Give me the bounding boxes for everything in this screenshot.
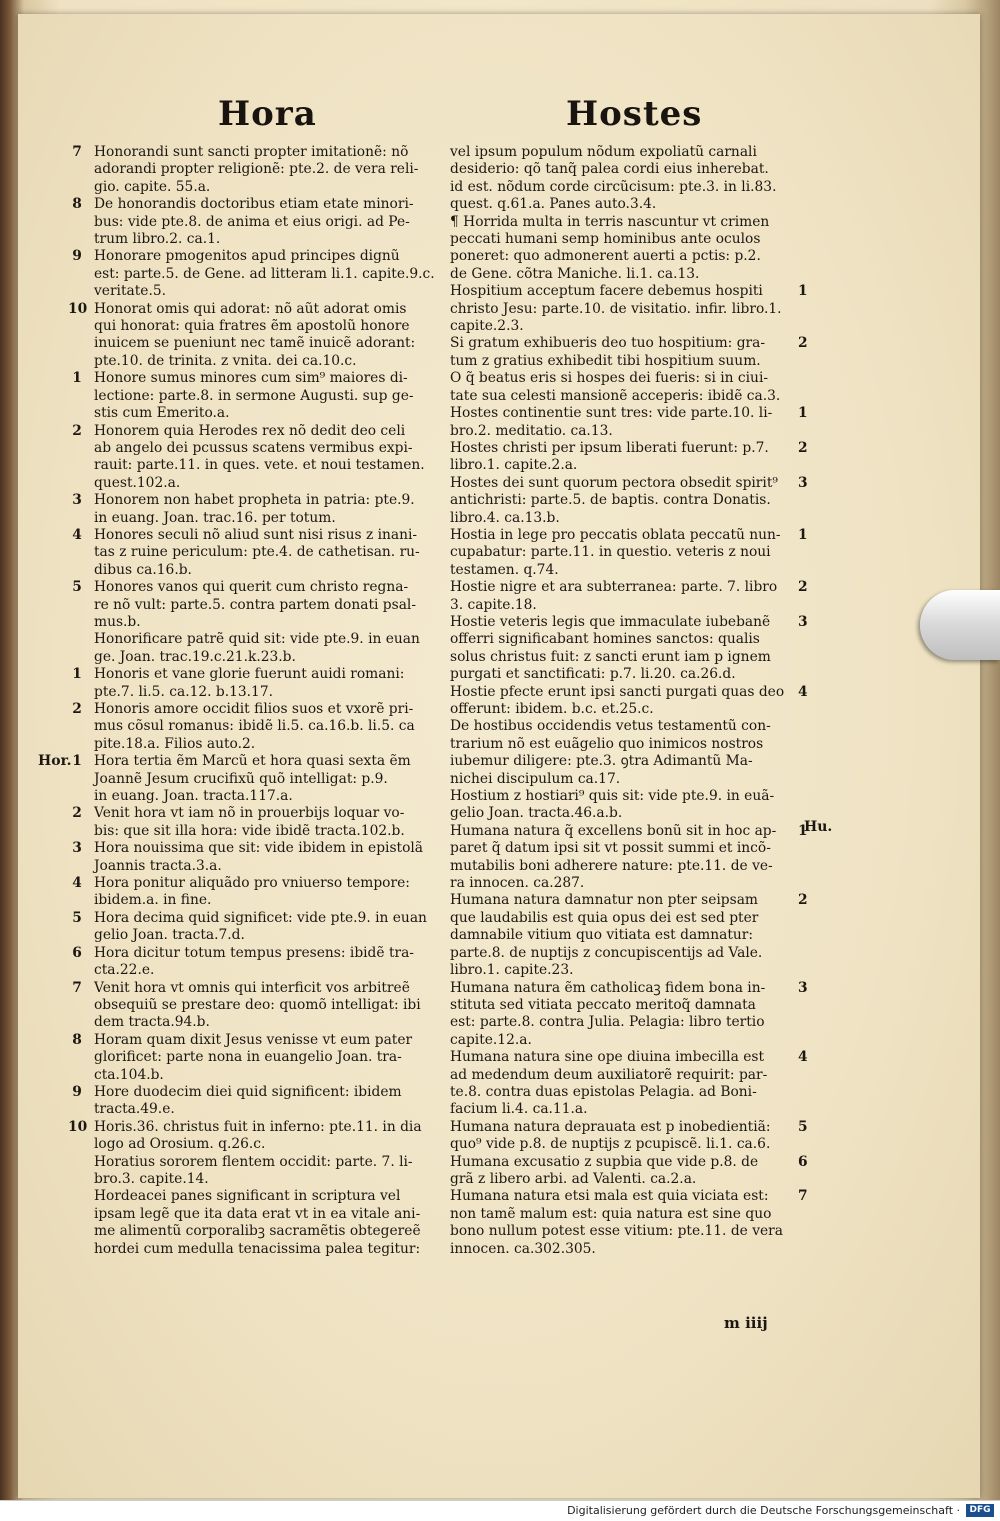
entry-number: 10 <box>68 300 88 317</box>
entry-line: capite.12.a. <box>450 1031 532 1048</box>
entry-line: que laudabilis est quia opus dei est sed pter <box>450 909 759 926</box>
entry-text <box>94 631 448 666</box>
index-entry <box>38 910 448 945</box>
entry-line: Honorat omis qui adorat: nõ aũt adorat omis <box>94 300 407 317</box>
entry-number: 9 <box>72 1083 82 1100</box>
entry-number: 1 <box>72 666 82 683</box>
index-entry <box>38 1119 448 1154</box>
entry-line: ad medendum deum auxiliatorẽ requirit: par- <box>450 1066 768 1083</box>
entry-number: 1 <box>798 526 808 543</box>
entry-line: Joannis tracta.3.a. <box>94 857 222 874</box>
index-entry <box>446 1188 826 1258</box>
entry-line: ge. Joan. trac.19.c.21.k.23.b. <box>94 648 296 665</box>
entry-line: iubemur diligere: pte.3. ꝯtra Adimantũ Ma- <box>450 753 753 770</box>
entry-line: est: parte.8. contra Julia. Pelagia: libro tertio <box>450 1014 765 1031</box>
index-entry <box>446 144 826 214</box>
index-entry <box>38 423 448 493</box>
entry-line: Honorem non habet propheta in patria: pte.9. <box>94 492 415 509</box>
entry-text <box>94 980 448 1032</box>
index-entry <box>38 840 448 875</box>
entry-line: bro.2. meditatio. ca.13. <box>450 422 613 439</box>
entry-line: Hora decima quid significet: vide pte.9. in euan <box>94 909 427 926</box>
entry-text <box>94 1154 448 1189</box>
entry-number: 2 <box>72 701 82 717</box>
entry-text <box>450 823 826 893</box>
entry-line: offerri significabant homines sanctos: qualis <box>450 631 760 648</box>
index-entry <box>446 788 826 823</box>
entry-line: tas z ruine periculum: pte.4. de cathetisan. ru- <box>94 544 420 561</box>
entry-line: 3. capite.18. <box>450 596 537 613</box>
entry-text <box>94 579 448 631</box>
entry-line: veritate.5. <box>94 283 166 300</box>
entry-line: Hostium z hostiari⁹ quis sit: vide pte.9. in euã- <box>450 788 775 805</box>
entry-line: quest.102.a. <box>94 474 181 491</box>
index-entry <box>38 1188 448 1258</box>
index-entry <box>446 1154 826 1189</box>
entry-line: Hora dicitur totum tempus presens: ibidẽ tra- <box>94 944 414 961</box>
index-entry <box>38 370 448 422</box>
entry-line: in euang. Joan. trac.16. per totum. <box>94 509 336 526</box>
entry-number: 1 <box>798 405 808 422</box>
entry-line: lectione: parte.8. in sermone Augusti. sup ge- <box>94 387 414 404</box>
entry-line: rauit: parte.11. in ques. vete. et noui testamen. <box>94 457 425 474</box>
entry-line: paret q̃ datum ipsi sit vt possit summi et incõ- <box>450 840 771 857</box>
entry-text <box>450 440 826 475</box>
entry-line: Si gratum exhibueris deo tuo hospitium: gra- <box>450 335 766 352</box>
entry-line: bono nullum potest esse vitium: pte.11. de vera <box>450 1223 783 1240</box>
entry-line: Hora tertia ẽm Marcũ et hora quasi sexta ẽm <box>94 753 411 770</box>
entry-line: trum libro.2. ca.1. <box>94 231 221 248</box>
entry-text <box>450 1188 826 1258</box>
index-entry <box>38 579 448 631</box>
entry-line: me alimentũ corporalibꝫ sacramẽtis obtegereẽ <box>94 1223 421 1240</box>
entry-line: obsequiũ se prestare deo: quomõ intelligat: ibi <box>94 996 421 1013</box>
entry-line: Humana natura etsi mala est quia viciata est: <box>450 1188 769 1205</box>
entry-line: in euang. Joan. tracta.117.a. <box>94 788 293 805</box>
entry-number: 4 <box>798 1049 808 1066</box>
entry-line: desiderio: qõ tanq̃ palea cordi eius inherebat. <box>450 161 769 178</box>
entry-line: libro.4. ca.13.b. <box>450 509 560 526</box>
entry-line: O q̃ beatus eris si hospes dei fueris: si in ciui- <box>450 370 769 387</box>
entry-line: glorificet: parte nona in euangelio Joan. tra- <box>94 1049 402 1066</box>
entry-line: solus christus fuit: z sancti erunt iam p ignem <box>450 648 771 665</box>
entry-text <box>94 805 448 840</box>
entry-number: 7 <box>72 144 82 160</box>
entry-line: Horis.36. christus fuit in inferno: pte.11. in dia <box>94 1118 422 1135</box>
entry-line: Honoris amore occidit filios suos et vxorẽ pri- <box>94 701 414 717</box>
entry-line: innocen. ca.302.305. <box>450 1240 596 1257</box>
entry-text <box>94 753 448 805</box>
entry-line: tate sua celesti mansionẽ acceperis: ibidẽ ca.3. <box>450 387 781 404</box>
index-entry <box>446 1049 826 1119</box>
index-entry <box>446 684 826 719</box>
index-entry <box>38 805 448 840</box>
footer-bar <box>0 1500 1000 1521</box>
entry-text <box>94 945 448 980</box>
index-entry <box>38 875 448 910</box>
entry-line: tracta.49.e. <box>94 1101 175 1118</box>
entry-number: 2 <box>72 422 82 439</box>
entry-line: dibus ca.16.b. <box>94 561 192 578</box>
entry-line: bus: vide pte.8. de anima et eius origi. ad Pe- <box>94 213 410 230</box>
entry-number: 5 <box>72 909 82 926</box>
entry-line: Hora ponitur aliquãdo pro vniuerso tempore: <box>94 875 410 892</box>
entry-text <box>450 1119 826 1154</box>
entry-line: Hostia in lege pro peccatis oblata peccatũ nun- <box>450 526 781 543</box>
index-entry <box>446 440 826 475</box>
entry-line: inuicem se pueniunt nec tamẽ inuicẽ adorant: <box>94 335 416 352</box>
entry-number: 2 <box>798 892 808 909</box>
entry-text <box>450 475 826 527</box>
entry-number: 3 <box>798 979 808 996</box>
entry-line: Hore duodecim diei quid significent: ibidem <box>94 1083 402 1100</box>
entry-line: ab angelo dei pcussus scatens vermibus expi- <box>94 439 413 456</box>
entry-text <box>94 910 448 945</box>
entry-text <box>450 405 826 440</box>
section-marker: Hu. <box>804 818 833 835</box>
entry-line: gelio Joan. tracta.7.d. <box>94 927 245 944</box>
entry-text <box>450 283 826 335</box>
dfg-logo: DFG <box>966 1504 994 1517</box>
left-column <box>38 144 448 1258</box>
entry-line: Hostes dei sunt quorum pectora obsedit spirit⁹ <box>450 474 778 491</box>
entry-text <box>94 1032 448 1084</box>
entry-line: antichristi: parte.5. de baptis. contra Donatis. <box>450 492 771 509</box>
entry-line: libro.1. capite.23. <box>450 962 574 979</box>
entry-text <box>450 718 826 788</box>
entry-number: 3 <box>72 492 82 509</box>
footer-credit: Digitalisierung gefördert durch die Deutsche Forschungsgemeinschaft · <box>567 1504 960 1517</box>
entry-line: Honorem quia Herodes rex nõ dedit deo celi <box>94 422 406 439</box>
index-entry <box>38 701 448 753</box>
entry-line: ipsam legẽ que ita data erat vt in ea vitale ani- <box>94 1205 421 1222</box>
entry-line: bro.3. capite.14. <box>94 1170 209 1187</box>
entry-number: 3 <box>798 613 808 630</box>
index-entry <box>446 892 826 979</box>
entry-line: Honorare pmogenitos apud principes dignũ <box>94 248 400 265</box>
entry-line: capite.2.3. <box>450 318 524 335</box>
entry-line: Hora nouissima que sit: vide ibidem in epistolã <box>94 840 424 857</box>
index-entry <box>38 666 448 701</box>
entry-line: re nõ vult: parte.5. contra partem donati psal- <box>94 596 416 613</box>
entry-line: testamen. q.74. <box>450 561 559 578</box>
entry-number: 4 <box>798 683 808 700</box>
entry-text <box>94 423 448 493</box>
entry-number: 2 <box>798 439 808 456</box>
entry-number: 1 <box>798 822 808 839</box>
entry-line: Venit hora vt omnis qui interficit vos arbitreẽ <box>94 979 410 996</box>
entry-line: grã z libero arbi. ad Valenti. ca.2.a. <box>450 1170 697 1187</box>
entry-line: Hostes christi per ipsum liberati fuerunt: p.7. <box>450 439 769 456</box>
entry-line: Honore sumus minores cum sim⁹ maiores di- <box>94 370 408 387</box>
entry-text <box>450 980 826 1050</box>
entry-line: est: parte.5. de Gene. ad litteram li.1. capite.9.c. <box>94 265 435 282</box>
entry-text <box>94 301 448 371</box>
entry-number: 9 <box>72 248 82 265</box>
index-entry <box>446 818 833 893</box>
index-entry <box>446 718 826 788</box>
entry-number: 2 <box>798 335 808 352</box>
index-entry <box>446 405 826 440</box>
entry-line: Honores seculi nõ aliud sunt nisi risus z inani- <box>94 526 418 543</box>
index-entry <box>38 492 448 527</box>
entry-number: 1 <box>72 753 82 770</box>
entry-line: mus.b. <box>94 613 141 630</box>
entry-line: peccati humani semp hominibus ante oculos <box>450 231 761 248</box>
entry-line: facium li.4. ca.11.a. <box>450 1101 588 1118</box>
index-entry <box>446 980 826 1050</box>
entry-text <box>450 1049 826 1119</box>
entry-line: parte.8. de nuptijs z concupiscentijs ad Vale. <box>450 944 763 961</box>
entry-line: pte.10. de trinita. z vnita. dei ca.10.c. <box>94 352 357 369</box>
entry-line: Hospitium acceptum facere debemus hospiti <box>450 283 763 300</box>
index-entry <box>446 335 826 405</box>
entry-line: id est. nõdum corde circũcisum: pte.3. in li.83. <box>450 178 777 195</box>
entry-line: Humana natura deprauata est p inobedientiã: <box>450 1118 771 1135</box>
entry-text <box>450 614 826 684</box>
entry-number: 7 <box>72 979 82 996</box>
entry-number: 4 <box>72 875 82 892</box>
entry-line: gio. capite. 55.a. <box>94 178 211 195</box>
entry-line: Honorandi sunt sancti propter imitationẽ: nõ <box>94 144 409 160</box>
entry-line: Humana natura sine ope diuina imbecilla est <box>450 1049 764 1066</box>
entry-text <box>450 144 826 214</box>
entry-line: ibidem.a. in fine. <box>94 892 212 909</box>
entry-line: Hostes continentie sunt tres: vide parte.10. li- <box>450 405 773 422</box>
entry-text <box>94 1119 448 1154</box>
index-entry <box>38 980 448 1032</box>
right-column <box>446 144 833 1258</box>
entry-line: Honores vanos qui querit cum christo regna- <box>94 579 409 596</box>
book-page <box>18 14 980 1498</box>
entry-text <box>94 248 448 300</box>
entry-text <box>450 892 826 979</box>
index-entry <box>38 248 448 300</box>
entry-line: nichei discipulum ca.17. <box>450 770 621 787</box>
entry-line: libro.1. capite.2.a. <box>450 457 578 474</box>
entry-number: 7 <box>798 1188 808 1205</box>
entry-line: tum z gratius exhibedit tibi hospitium suum. <box>450 352 761 369</box>
entry-line: adorandi propter religionẽ: pte.2. de vera reli- <box>94 161 419 178</box>
entry-line: Hostie nigre et ara subterranea: parte. 7. libro <box>450 579 778 596</box>
entry-number: 4 <box>72 526 82 543</box>
book-clip <box>920 590 1000 660</box>
entry-line: De honorandis doctoribus etiam etate minori- <box>94 196 414 213</box>
entry-line: Humana excusatio z supbia que vide p.8. de <box>450 1153 759 1170</box>
entry-line: damnabile vitium quo vitiata est damnatur: <box>450 927 754 944</box>
index-entry <box>38 1084 448 1119</box>
entry-number: 1 <box>798 283 808 300</box>
entry-line: trarium nõ est euãgelio quo inimicos nostros <box>450 735 764 752</box>
entry-line: De hostibus occidendis vetus testamentũ con- <box>450 718 771 735</box>
index-entry <box>38 527 448 579</box>
entry-text <box>94 492 448 527</box>
signature-mark: m iiij <box>724 1314 768 1332</box>
index-entry <box>38 301 448 371</box>
index-entry <box>38 1154 448 1189</box>
entry-text <box>450 527 826 579</box>
entry-number: 2 <box>798 579 808 596</box>
entry-line: mutabilis boni adherere nature: pte.11. de ve- <box>450 857 773 874</box>
page-heading-right: Hostes <box>566 94 703 134</box>
index-entry <box>446 214 826 284</box>
entry-text <box>450 684 826 719</box>
entry-line: Humana natura damnatur non pter seipsam <box>450 892 758 909</box>
entry-text <box>450 579 826 614</box>
entry-line: christo Jesu: parte.10. de visitatio. infir. libro.1. <box>450 300 782 317</box>
entry-line: Humana natura q̃ excellens bonũ sit in hoc ap- <box>450 822 777 839</box>
entry-text <box>450 214 826 284</box>
index-entry <box>446 527 826 579</box>
entry-text <box>94 370 448 422</box>
entry-line: hordei cum medulla tenacissima palea tegitur: <box>94 1240 421 1257</box>
entry-line: ra innocen. ca.287. <box>450 875 585 892</box>
entry-line: cta.22.e. <box>94 962 155 979</box>
entry-number: 6 <box>798 1153 808 1170</box>
section-marker: Hor. <box>38 753 72 770</box>
index-entry <box>446 1119 826 1154</box>
entry-line: cta.104.b. <box>94 1066 164 1083</box>
entry-text <box>94 1084 448 1119</box>
entry-line: vel ipsum populum nõdum expoliatũ carnali <box>450 144 757 160</box>
entry-line: Horatius sororem flentem occidit: parte. 7. li- <box>94 1153 413 1170</box>
index-entry <box>446 475 826 527</box>
entry-number: 2 <box>72 805 82 822</box>
entry-line: de Gene. cõtra Maniche. li.1. ca.13. <box>450 265 700 282</box>
entry-number: 3 <box>72 840 82 857</box>
entry-number: 5 <box>798 1118 808 1135</box>
entry-line: Horam quam dixit Jesus venisse vt eum pater <box>94 1031 413 1048</box>
entry-text <box>94 701 448 753</box>
entry-text <box>94 840 448 875</box>
entry-line: Hordeacei panes significant in scriptura vel <box>94 1188 401 1205</box>
entry-line: Humana natura ẽm catholicaꝫ fidem bona in- <box>450 979 766 996</box>
entry-number: 8 <box>72 196 82 213</box>
entry-text <box>94 527 448 579</box>
index-entry <box>38 1032 448 1084</box>
entry-number: 1 <box>72 370 82 387</box>
entry-line: qui honorat: quia fratres ẽm apostolũ honore <box>94 318 410 335</box>
index-entry <box>38 144 448 196</box>
entry-text <box>450 1154 826 1189</box>
index-entry <box>38 196 448 248</box>
entry-line: ¶ Horrida multa in terris nascuntur vt crimen <box>450 213 770 230</box>
entry-text <box>94 666 448 701</box>
entry-line: cupabatur: parte.11. in questio. veteris z noui <box>450 544 771 561</box>
entry-number: 5 <box>72 579 82 596</box>
entry-text <box>450 335 826 405</box>
entry-line: Venit hora vt iam nõ in prouerbijs loquar vo- <box>94 805 405 822</box>
entry-line: Honorificare patrẽ quid sit: vide pte.9. in euan <box>94 631 420 648</box>
entry-line: non tamẽ malum est: quia natura est sine quo <box>450 1205 772 1222</box>
entry-line: Hostie pfecte erunt ipsi sancti purgati quas deo <box>450 683 785 700</box>
index-entry <box>446 283 826 335</box>
entry-number: 3 <box>798 474 808 491</box>
entry-text <box>94 144 448 196</box>
entry-text <box>94 875 448 910</box>
entry-line: pite.18.a. Filios auto.2. <box>94 735 256 752</box>
index-entry <box>38 631 448 666</box>
entry-line: gelio Joan. tracta.46.a.b. <box>450 805 623 822</box>
entry-text <box>94 1188 448 1258</box>
entry-line: Joannẽ Jesum crucifixũ quõ intelligat: p.9. <box>94 770 388 787</box>
entry-line: stituta sed vitiata peccato meritoq̃ damnata <box>450 996 756 1013</box>
entry-line: dem tracta.94.b. <box>94 1014 210 1031</box>
entry-number: 10 <box>68 1118 88 1135</box>
index-entry <box>446 614 826 684</box>
entry-number: 8 <box>72 1031 82 1048</box>
page-heading-left: Hora <box>218 94 317 134</box>
entry-line: poneret: quo admonerent auerti a pctis: p.2. <box>450 248 761 265</box>
entry-line: offerunt: ibidem. b.c. et.25.c. <box>450 701 654 717</box>
entry-line: quo⁹ vide p.8. de nuptijs z pcupiscẽ. li.1. ca.6. <box>450 1136 771 1153</box>
entry-line: logo ad Orosium. q.26.c. <box>94 1136 266 1153</box>
entry-line: te.8. contra duas epistolas Pelagia. ad Boni- <box>450 1083 757 1100</box>
entry-line: quest. q.61.a. Panes auto.3.4. <box>450 196 657 213</box>
entry-line: bis: que sit illa hora: vide ibidẽ tracta.102.b. <box>94 822 405 839</box>
entry-line: Hostie veteris legis que immaculate iubebanẽ <box>450 613 771 630</box>
entry-line: stis cum Emerito.a. <box>94 405 230 422</box>
entry-line: Honoris et vane glorie fuerunt auidi romani: <box>94 666 405 683</box>
index-entry <box>446 579 826 614</box>
entry-line: mus cõsul romanus: ibidẽ li.5. ca.16.b. li.5. ca <box>94 718 415 735</box>
entry-text <box>94 196 448 248</box>
index-entry <box>38 945 448 980</box>
entry-line: pte.7. li.5. ca.12. b.13.17. <box>94 683 274 700</box>
entry-number: 6 <box>72 944 82 961</box>
entry-line: purgati et sanctificati: p.7. li.20. ca.26.d. <box>450 666 736 683</box>
entry-text <box>450 788 826 823</box>
index-entry <box>38 753 448 805</box>
